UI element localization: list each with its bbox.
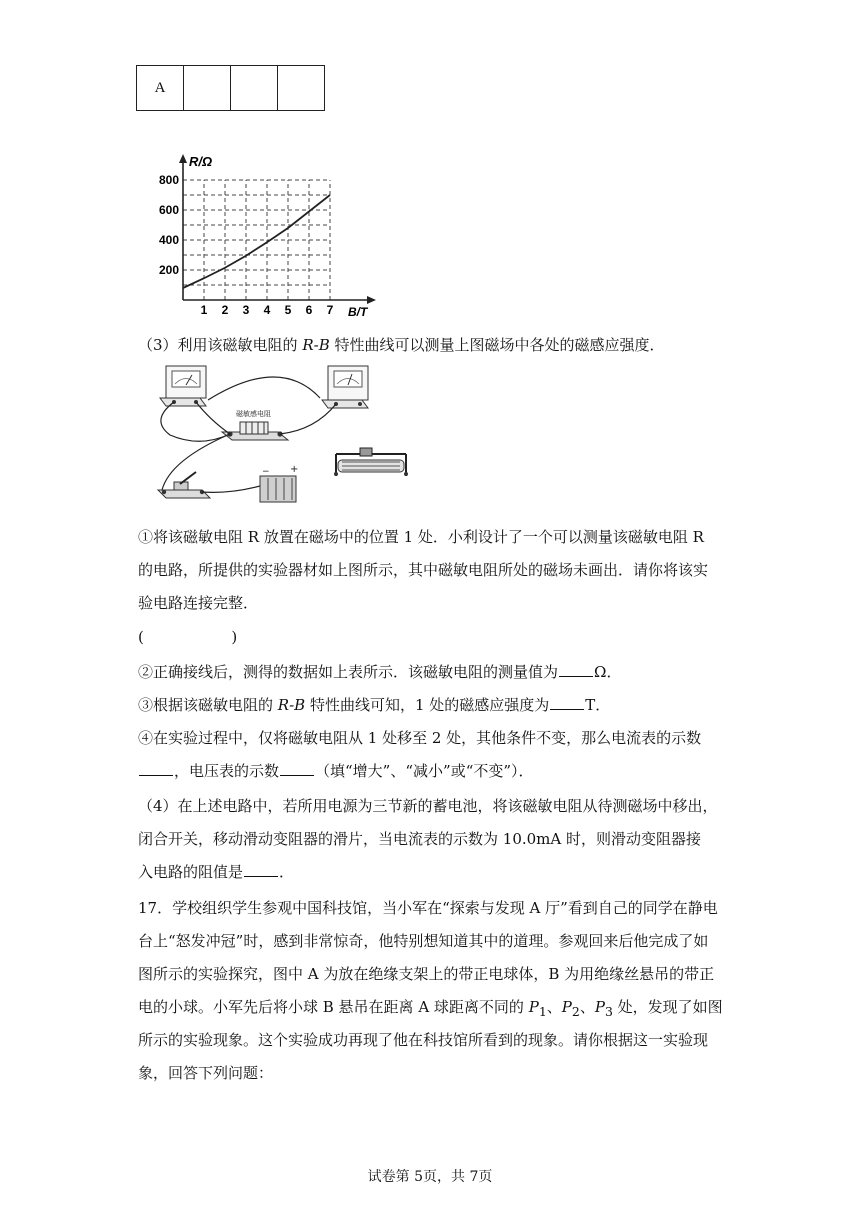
q3-part2-prefix: ②正确接线后，测得的数据如上表所示．该磁敏电阻的测量值为 xyxy=(138,663,559,681)
q3-part3-prefix: ③根据该磁敏电阻的 xyxy=(138,696,274,714)
table-cell xyxy=(231,66,278,111)
x-axis-label: B/T xyxy=(348,305,368,319)
x-axis-arrow-icon xyxy=(367,296,376,304)
separator: 、 xyxy=(579,998,595,1016)
q17-line4-prefix: 电的小球。小军先后将小球 B 悬吊在距离 A 球距离不同的 xyxy=(138,998,524,1016)
x-tick-label: 3 xyxy=(242,303,250,317)
x-tick-label: 2 xyxy=(221,303,229,317)
q4-line3 xyxy=(138,861,294,882)
q3-part3-middle: 特性曲线可知，1 处的磁感应强度为 xyxy=(309,696,550,714)
y-tick-labels xyxy=(159,173,179,277)
q3-intro-italic: R-B xyxy=(302,336,330,354)
x-tick-label: 1 xyxy=(200,303,208,317)
table-cell-label: A xyxy=(137,66,184,111)
answer-blank[interactable] xyxy=(244,862,278,877)
q17-line6: 象，回答下列问题： xyxy=(138,1064,274,1082)
position-sub: 2 xyxy=(571,1004,580,1019)
table-row xyxy=(137,66,325,111)
table-cell xyxy=(184,66,231,111)
x-tick-label: 4 xyxy=(263,303,271,317)
q4-line3-prefix: 入电路的阻值是 xyxy=(138,863,244,881)
wire xyxy=(280,404,336,434)
bracket-close: ) xyxy=(231,628,238,646)
bracket-open: ( xyxy=(138,628,144,646)
q3-part4-end: （填“增大”、“减小”或“不变”）． xyxy=(315,762,534,780)
y-axis-arrow-icon xyxy=(179,154,187,163)
q3-intro-suffix: 特性曲线可以测量上图磁场中各处的磁感应强度． xyxy=(334,336,665,354)
x-tick-label: 5 xyxy=(284,303,292,317)
q17-line5: 所示的实验现象。这个实验成功再现了他在科技馆所看到的现象。请你根据这一实验现 xyxy=(138,1031,709,1049)
answer-blank[interactable] xyxy=(550,695,584,710)
q17-line4-suffix: 处，发现了如图 xyxy=(617,998,723,1016)
sensor-label: 磁敏感电阻 xyxy=(236,410,271,418)
q17-line1: 17．学校组织学生参观中国科技馆，当小军在“探索与发现 A 厅”看到自己的同学在静电 xyxy=(138,899,718,917)
q4-line2: 闭合开关，移动滑动变阻器的滑片，当电流表的示数为 10.0mA 时，则滑动变阻器接 xyxy=(138,830,701,848)
answer-bracket xyxy=(138,628,237,646)
q3-part3-italic: R-B xyxy=(277,696,306,714)
y-axis-label: R/Ω xyxy=(189,154,213,169)
q3-part4-line1: ④在实验过程中，仅将磁敏电阻从 1 处移至 2 处，其他条件不变，那么电流表的示数 xyxy=(138,729,702,747)
r-b-curve xyxy=(183,195,330,288)
apparatus-illustration xyxy=(150,360,420,510)
q3-part3 xyxy=(138,694,610,715)
wire xyxy=(208,377,320,400)
q3-part1-line1: ①将该磁敏电阻 R 放置在磁场中的位置 1 处．小利设计了一个可以测量该磁敏电阻 R xyxy=(138,528,704,546)
x-tick-labels xyxy=(201,303,334,317)
r-b-graph-svg xyxy=(150,150,380,320)
answer-blank[interactable] xyxy=(559,662,593,677)
q17-line3: 图所示的实验探究，图中 A 为放在绝缘支架上的带正电球体，B 为用绝缘丝悬吊的带正 xyxy=(138,965,715,983)
voltmeter-icon xyxy=(160,366,206,406)
y-tick-label: 800 xyxy=(158,173,179,187)
q3-part1-line3: 验电路连接完整． xyxy=(138,594,259,612)
q17-line4 xyxy=(138,996,723,1019)
q3-part2 xyxy=(138,661,621,682)
q3-intro-prefix: （3）利用该磁敏电阻的 xyxy=(138,336,298,354)
position-sub: 1 xyxy=(538,1004,547,1019)
rheostat-icon xyxy=(334,448,408,476)
x-tick-label: 6 xyxy=(305,303,313,317)
position-sub: 3 xyxy=(604,1004,613,1019)
answer-blank[interactable] xyxy=(280,761,314,776)
table-cell xyxy=(278,66,325,111)
q3-part1-line2: 的电路，所提供的实验器材如上图所示，其中磁敏电阻所处的磁场未画出．请你将该实 xyxy=(138,561,709,579)
y-tick-label: 200 xyxy=(158,263,179,277)
q3-part2-suffix: Ω． xyxy=(594,663,622,681)
ammeter-icon xyxy=(322,366,368,408)
wire xyxy=(162,434,230,490)
battery-icon xyxy=(260,464,298,502)
y-tick-label: 400 xyxy=(158,233,179,247)
q3-part3-suffix: T． xyxy=(585,696,611,714)
q3-intro xyxy=(138,334,665,355)
separator: 、 xyxy=(546,998,562,1016)
y-tick-label: 600 xyxy=(158,203,179,217)
magnetoresistor-icon xyxy=(222,409,288,440)
svg-text:−: − xyxy=(262,467,270,477)
wire xyxy=(202,486,260,492)
position-p: P xyxy=(528,998,539,1016)
q4-line1: （4）在上述电路中，若所用电源为三节新的蓄电池，将该磁敏电阻从待测磁场中移出， xyxy=(138,797,718,815)
wire xyxy=(196,402,230,434)
position-p: P xyxy=(561,998,572,1016)
position-p: P xyxy=(594,998,605,1016)
apparatus-svg xyxy=(150,360,420,510)
q3-part4-line2 xyxy=(138,760,534,781)
q4-line3-suffix: ． xyxy=(279,863,295,881)
q17-line2: 台上“怒发冲冠”时，感到非常惊奇，他特别想知道其中的道理。参观回来后他完成了如 xyxy=(138,932,709,950)
answer-blank[interactable] xyxy=(139,761,173,776)
svg-text:+: + xyxy=(290,464,299,475)
grid-lines xyxy=(183,180,330,300)
page-footer: 试卷第 5页，共 7页 xyxy=(367,1169,493,1185)
x-tick-label: 7 xyxy=(326,303,334,317)
q3-part4-mid: ，电压表的示数 xyxy=(174,762,280,780)
r-b-graph xyxy=(150,150,380,320)
wire xyxy=(161,402,230,441)
data-table xyxy=(136,65,325,111)
switch-icon xyxy=(158,472,210,498)
